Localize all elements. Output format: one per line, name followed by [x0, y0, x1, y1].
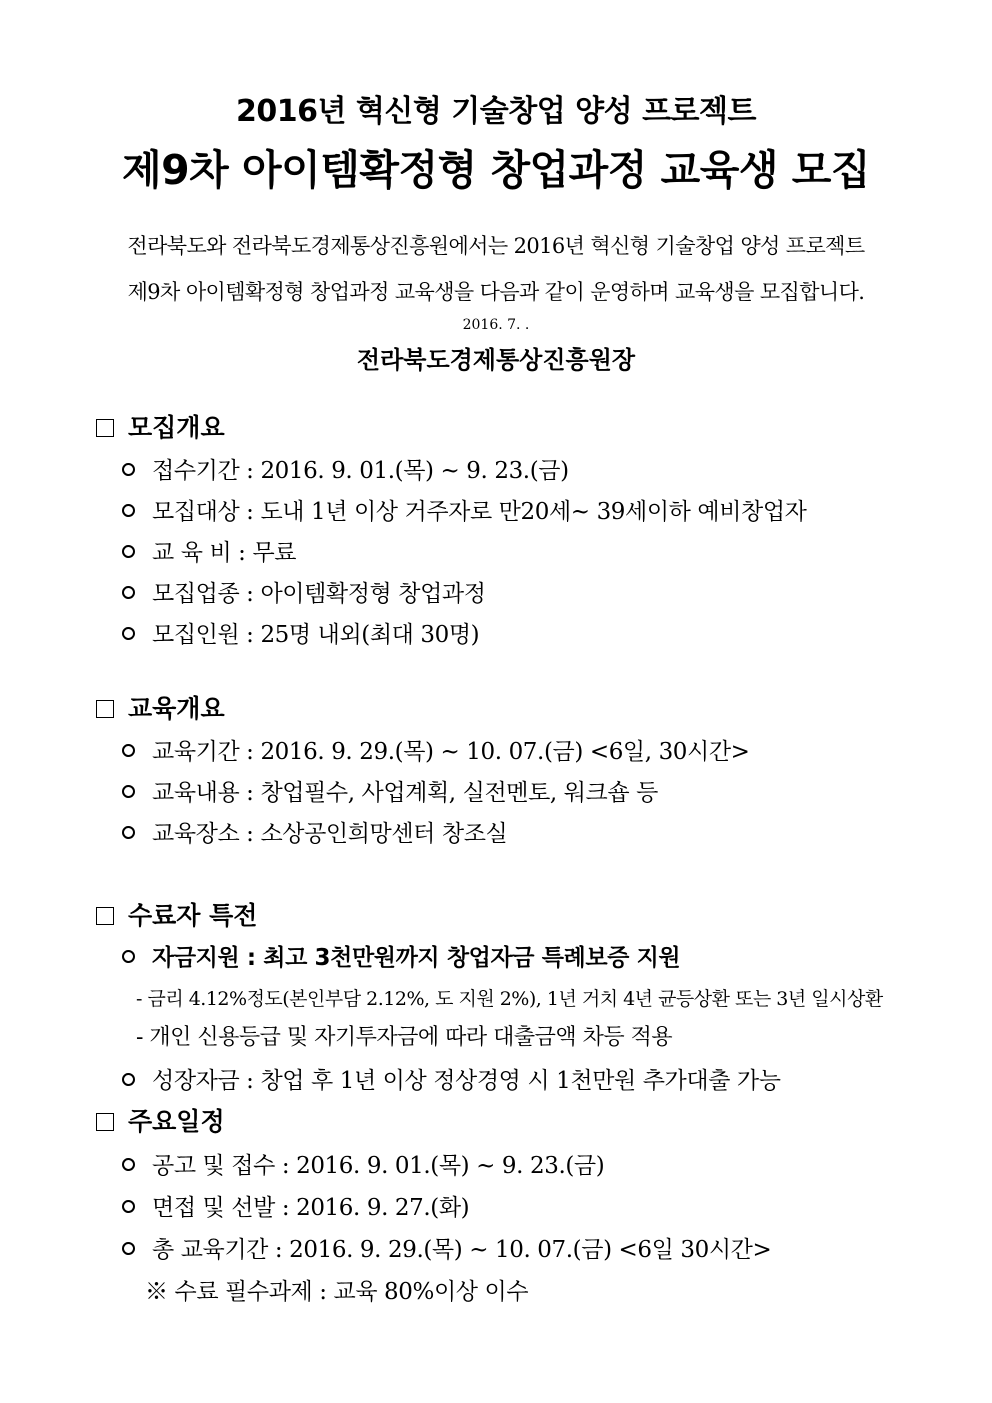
list-item	[122, 575, 486, 608]
bullet-circle-icon	[122, 1200, 135, 1213]
bullet-circle-icon	[122, 463, 135, 476]
list-item	[122, 1062, 781, 1095]
checkbox-square-icon	[96, 419, 114, 437]
list-item	[122, 493, 807, 526]
checkbox-square-icon	[96, 1113, 114, 1131]
bullet-circle-icon	[122, 1158, 135, 1171]
tuition-fee: 교 육 비 : 무료	[152, 540, 297, 566]
section-heading-label: 교육개요	[128, 694, 225, 723]
document-title: 2016년 혁신형 기술창업 양성 프로젝트	[236, 94, 756, 129]
bullet-circle-icon	[122, 826, 135, 839]
section-recruitment-heading	[96, 408, 225, 444]
funding-credit-detail: - 개인 신용등급 및 자기투자금에 따라 대출금액 차등 적용	[136, 1025, 673, 1050]
education-period: 교육기간 : 2016. 9. 29.(목) ~ 10. 07.(금) <6일, 30시간>	[152, 739, 750, 765]
bullet-circle-icon	[122, 627, 135, 640]
bullet-circle-icon	[122, 1073, 135, 1086]
schedule-interview: 면접 및 선발 : 2016. 9. 27.(화)	[152, 1195, 470, 1221]
bullet-circle-icon	[122, 586, 135, 599]
list-item	[122, 1231, 771, 1264]
document-subtitle: 제9차 아이템확정형 창업과정 교육생 모집	[122, 146, 870, 194]
issuing-organization: 전라북도경제통상진흥원장	[356, 346, 636, 374]
checkbox-square-icon	[96, 907, 114, 925]
recruitment-field: 모집업종 : 아이템확정형 창업과정	[152, 581, 486, 607]
education-content: 교육내용 : 창업필수, 사업계획, 실전멘토, 워크숍 등	[152, 780, 658, 806]
recruitment-target: 모집대상 : 도내 1년 이상 거주자로 만20세~ 39세이하 예비창업자	[152, 499, 807, 525]
bullet-circle-icon	[122, 545, 135, 558]
list-item	[122, 733, 750, 766]
list-item	[122, 939, 680, 972]
bullet-circle-icon	[122, 1242, 135, 1255]
recruitment-count: 모집인원 : 25명 내외(최대 30명)	[152, 622, 480, 648]
growth-funding: 성장자금 : 창업 후 1년 이상 정상경영 시 1천만원 추가대출 가능	[152, 1068, 781, 1094]
list-item	[122, 1189, 469, 1222]
list-item	[122, 616, 479, 649]
funding-interest-detail: - 금리 4.12%정도(본인부담 2.12%, 도 지원 2%), 1년 거치 4년 균등상환 또는 3년 일시상환	[136, 988, 883, 1010]
funding-support: 자금지원 : 최고 3천만원까지 창업자금 특례보증 지원	[152, 945, 681, 971]
list-item	[122, 1147, 604, 1180]
bullet-circle-icon	[122, 504, 135, 517]
bullet-circle-icon	[122, 785, 135, 798]
bullet-circle-icon	[122, 950, 135, 963]
schedule-education: 총 교육기간 : 2016. 9. 29.(목) ~ 10. 07.(금) <6일 30시간>	[152, 1237, 772, 1263]
section-heading-label: 모집개요	[128, 413, 225, 442]
intro-line-2: 제9차 아이템확정형 창업과정 교육생을 다음과 같이 운영하며 교육생을 모집합니다.	[127, 280, 865, 304]
completion-requirement-note: ※ 수료 필수과제 : 교육 80%이상 이수	[145, 1279, 529, 1305]
checkbox-square-icon	[96, 700, 114, 718]
intro-line-1: 전라북도와 전라북도경제통상진흥원에서는 2016년 혁신형 기술창업 양성 프로젝트	[127, 234, 865, 258]
section-schedule-heading	[96, 1102, 225, 1138]
section-education-heading	[96, 689, 225, 725]
list-item	[122, 534, 296, 567]
announcement-date: 2016. 7. .	[462, 317, 530, 333]
education-location: 교육장소 : 소상공인희망센터 창조실	[152, 821, 508, 847]
section-heading-label: 주요일정	[128, 1107, 225, 1136]
schedule-announcement: 공고 및 접수 : 2016. 9. 01.(목) ~ 9. 23.(금)	[152, 1153, 605, 1179]
bullet-circle-icon	[122, 744, 135, 757]
list-item	[122, 815, 507, 848]
list-item	[122, 774, 658, 807]
recruitment-period: 접수기간 : 2016. 9. 01.(목) ~ 9. 23.(금)	[152, 458, 569, 484]
section-benefits-heading	[96, 896, 257, 932]
list-item	[122, 452, 569, 485]
section-heading-label: 수료자 특전	[128, 901, 258, 930]
